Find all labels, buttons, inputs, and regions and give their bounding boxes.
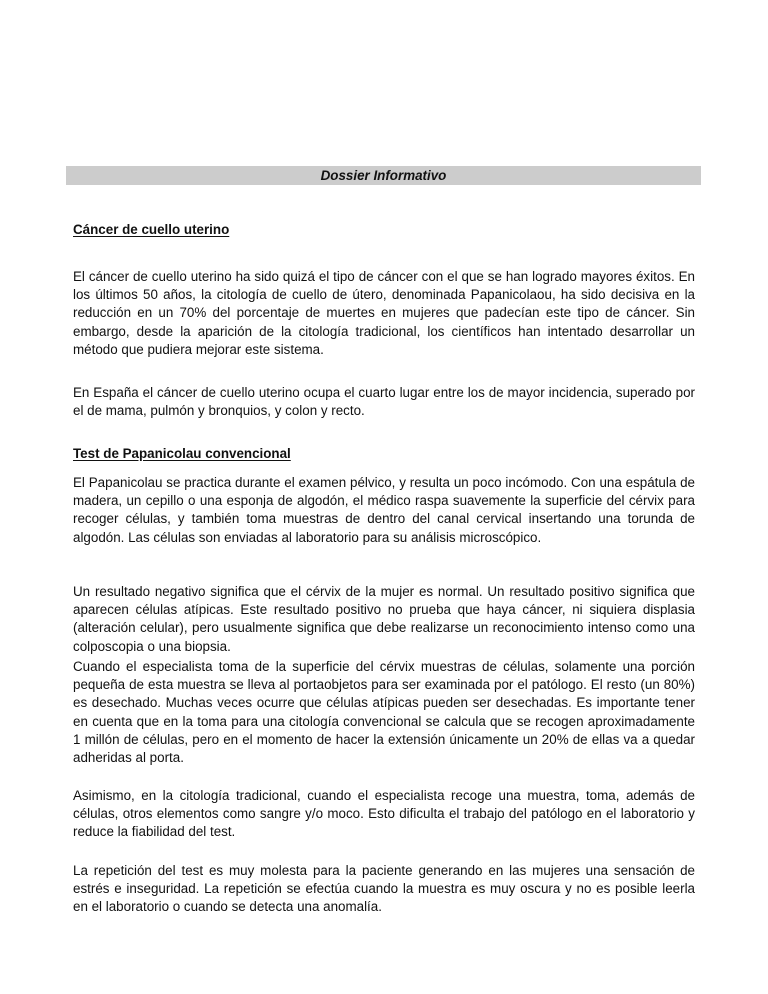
paragraph: Asimismo, en la citología tradicional, cuando el especialista recoge una muestra, toma, además de células, otros elementos como sangre y/o moco. Esto dificulta el trabajo del patólogo en el laboratorio y reduce la fiabilidad del test. [73, 788, 695, 840]
paragraph: El Papanicolau se practica durante el examen pélvico, y resulta un poco incómodo. Con una espátula de madera, un cepillo o una esponja de algodón, el médico raspa suavemente la superficie del cérvix para recoger células, y también toma muestras de dentro del canal cervical insertando una torunda de algodón. Las células son enviadas al laboratorio para su análisis microscópico. [73, 475, 695, 545]
paragraph: La repetición del test es muy molesta para la paciente generando en las mujeres una sensación de estrés e inseguridad. La repetición se efectúa cuando la muestra es muy oscura y no es posible leerla en el laboratorio o cuando se detecta una anomalía. [73, 863, 695, 915]
banner-title: Dossier Informativo [66, 166, 701, 185]
paragraph: El cáncer de cuello uterino ha sido quizá el tipo de cáncer con el que se han logrado mayores éxitos. En los últimos 50 años, la citología de cuello de útero, denominada Papanicolaou, ha sido decisiva en la reducción en un 70% del porcentaje de muertes en mujeres que padecían este tipo de cáncer. Sin embargo, desde la aparición de la citología tradicional, los científicos han intentado desarrollar un método que pudiera mejorar este sistema. [73, 269, 695, 357]
section-heading-test-papanicolau: Test de Papanicolau convencional [73, 446, 291, 461]
paragraph: Un resultado negativo significa que el cérvix de la mujer es normal. Un resultado positivo significa que aparecen células atípicas. Este resultado positivo no prueba que haya cáncer, ni siquiera displasia (alteración celular), pero usualmente significa que debe realizarse un reconocimiento intenso como una colposcopia o una biopsia. [73, 584, 695, 654]
paragraph: En España el cáncer de cuello uterino ocupa el cuarto lugar entre los de mayor incidencia, superado por el de mama, pulmón y bronquios, y colon y recto. [73, 385, 695, 419]
section-heading-cancer-cuello-uterino: Cáncer de cuello uterino [73, 222, 230, 237]
paragraph: Cuando el especialista toma de la superficie del cérvix muestras de células, solamente una porción pequeña de esta muestra se lleva al portaobjetos para ser examinada por el patólogo. El resto (un 80%) es desechado. Muchas veces ocurre que células atípicas pueden ser desechadas. Es importante tener en cuenta que en la toma para una citología convencional se calcula que se recogen aproximadamente 1 millón de células, pero en el momento de hacer la extensión únicamente un 20% de ellas va a quedar adheridas al porta. [73, 659, 695, 766]
